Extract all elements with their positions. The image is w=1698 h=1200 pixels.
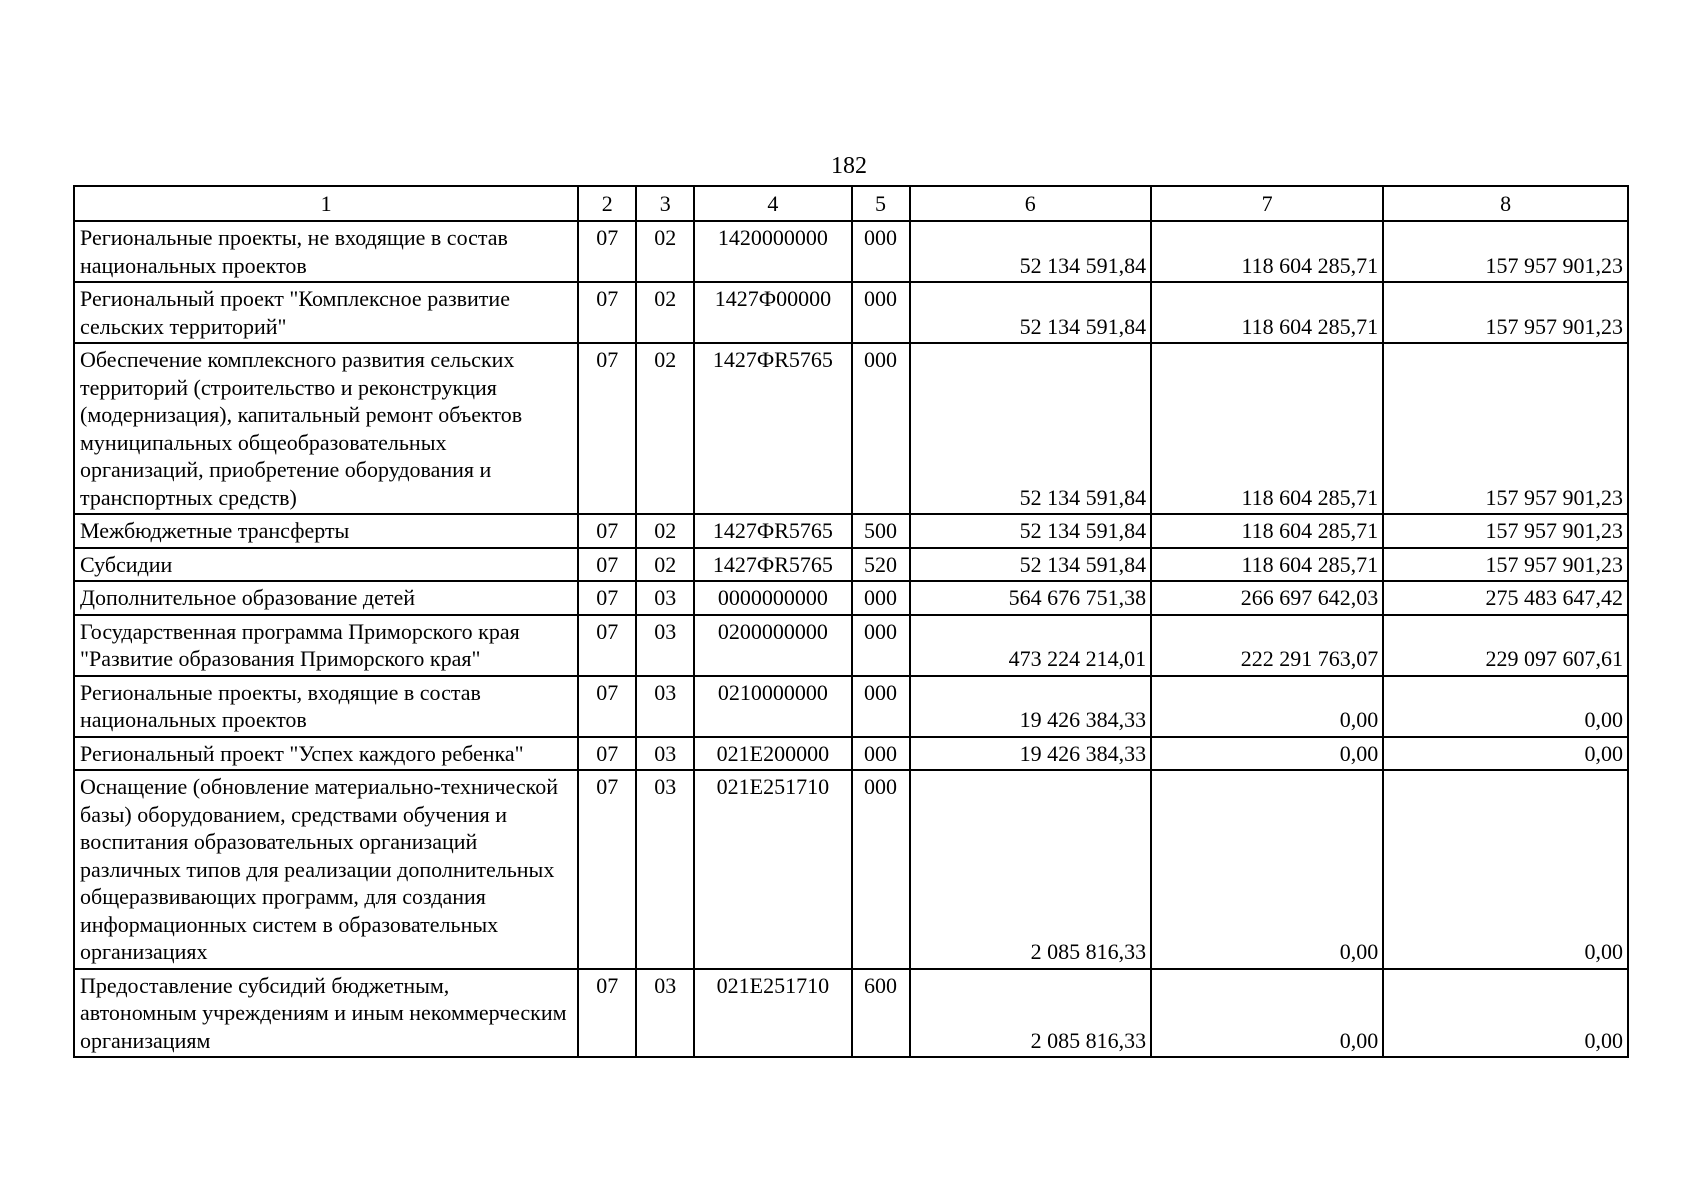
row-target-code: 021E200000 — [694, 737, 851, 771]
row-target-code: 1427ФR5765 — [694, 514, 851, 548]
row-amount-8: 157 957 901,23 — [1383, 343, 1628, 514]
table-row — [74, 548, 1628, 582]
row-amount-7: 0,00 — [1151, 969, 1383, 1058]
row-target-code: 021E251710 — [694, 770, 851, 969]
row-amount-7: 118 604 285,71 — [1151, 282, 1383, 343]
row-name: Региональный проект "Успех каждого ребенка" — [74, 737, 578, 771]
row-amount-6: 473 224 214,01 — [910, 615, 1152, 676]
row-section: 07 — [578, 282, 636, 343]
row-amount-7: 266 697 642,03 — [1151, 581, 1383, 615]
header-cell: 3 — [636, 186, 694, 221]
row-target-code: 1427ФR5765 — [694, 548, 851, 582]
table-row — [74, 221, 1628, 282]
row-amount-7: 118 604 285,71 — [1151, 343, 1383, 514]
row-subsection: 03 — [636, 969, 694, 1058]
row-expense-type: 000 — [852, 676, 910, 737]
row-subsection: 02 — [636, 343, 694, 514]
row-amount-7: 0,00 — [1151, 737, 1383, 771]
row-amount-6: 564 676 751,38 — [910, 581, 1152, 615]
row-name: Предоставление субсидий бюджетным, автономным учреждениям и иным некоммерческим организациям — [74, 969, 578, 1058]
row-section: 07 — [578, 676, 636, 737]
row-subsection: 03 — [636, 737, 694, 771]
row-expense-type: 000 — [852, 737, 910, 771]
table-row — [74, 282, 1628, 343]
row-target-code: 0200000000 — [694, 615, 851, 676]
row-section: 07 — [578, 969, 636, 1058]
header-cell: 5 — [852, 186, 910, 221]
header-cell: 6 — [910, 186, 1152, 221]
row-amount-7: 118 604 285,71 — [1151, 548, 1383, 582]
row-expense-type: 600 — [852, 969, 910, 1058]
row-section: 07 — [578, 343, 636, 514]
row-expense-type: 000 — [852, 615, 910, 676]
row-amount-6: 19 426 384,33 — [910, 676, 1152, 737]
header-cell: 1 — [74, 186, 578, 221]
table-row — [74, 676, 1628, 737]
row-subsection: 03 — [636, 770, 694, 969]
row-expense-type: 000 — [852, 221, 910, 282]
row-section: 07 — [578, 548, 636, 582]
row-amount-7: 0,00 — [1151, 676, 1383, 737]
header-cell: 2 — [578, 186, 636, 221]
row-amount-6: 52 134 591,84 — [910, 548, 1152, 582]
row-subsection: 02 — [636, 282, 694, 343]
row-name: Дополнительное образование детей — [74, 581, 578, 615]
row-amount-8: 275 483 647,42 — [1383, 581, 1628, 615]
row-target-code: 1420000000 — [694, 221, 851, 282]
table-row — [74, 969, 1628, 1058]
row-amount-6: 52 134 591,84 — [910, 221, 1152, 282]
budget-table — [73, 185, 1629, 1058]
row-amount-8: 0,00 — [1383, 737, 1628, 771]
row-section: 07 — [578, 581, 636, 615]
row-section: 07 — [578, 221, 636, 282]
row-expense-type: 520 — [852, 548, 910, 582]
row-amount-7: 222 291 763,07 — [1151, 615, 1383, 676]
row-amount-6: 2 085 816,33 — [910, 770, 1152, 969]
row-amount-6: 2 085 816,33 — [910, 969, 1152, 1058]
row-name: Межбюджетные трансферты — [74, 514, 578, 548]
row-amount-7: 0,00 — [1151, 770, 1383, 969]
row-target-code: 1427ФR5765 — [694, 343, 851, 514]
row-subsection: 03 — [636, 676, 694, 737]
row-amount-6: 19 426 384,33 — [910, 737, 1152, 771]
header-cell: 7 — [1151, 186, 1383, 221]
row-section: 07 — [578, 737, 636, 771]
row-amount-6: 52 134 591,84 — [910, 343, 1152, 514]
header-row — [74, 186, 1628, 221]
row-section: 07 — [578, 514, 636, 548]
row-name: Субсидии — [74, 548, 578, 582]
row-amount-8: 157 957 901,23 — [1383, 282, 1628, 343]
header-cell: 4 — [694, 186, 851, 221]
row-amount-8: 0,00 — [1383, 969, 1628, 1058]
table-row — [74, 737, 1628, 771]
row-section: 07 — [578, 770, 636, 969]
row-name: Оснащение (обновление материально-технической базы) оборудованием, средствами обучения и воспитания образовательных организаций различных типов для реализации дополнительных общеразвивающих программ, для создания информационных систем в образовательных организациях — [74, 770, 578, 969]
row-expense-type: 000 — [852, 343, 910, 514]
row-amount-6: 52 134 591,84 — [910, 282, 1152, 343]
row-subsection: 03 — [636, 581, 694, 615]
row-subsection: 02 — [636, 221, 694, 282]
row-amount-7: 118 604 285,71 — [1151, 514, 1383, 548]
row-name: Государственная программа Приморского края "Развитие образования Приморского края" — [74, 615, 578, 676]
row-expense-type: 000 — [852, 581, 910, 615]
header-cell: 8 — [1383, 186, 1628, 221]
table-row — [74, 615, 1628, 676]
row-expense-type: 000 — [852, 770, 910, 969]
row-amount-8: 0,00 — [1383, 770, 1628, 969]
table-row — [74, 581, 1628, 615]
row-name: Обеспечение комплексного развития сельских территорий (строительство и реконструкция (модернизация), капитальный ремонт объектов муниципальных общеобразовательных организаций, приобретение оборудования и транспортных средств) — [74, 343, 578, 514]
row-subsection: 03 — [636, 615, 694, 676]
row-target-code: 0210000000 — [694, 676, 851, 737]
table-row — [74, 770, 1628, 969]
table-row — [74, 343, 1628, 514]
page-number: 182 — [831, 153, 867, 179]
row-subsection: 02 — [636, 548, 694, 582]
row-name: Региональные проекты, не входящие в состав национальных проектов — [74, 221, 578, 282]
row-name: Региональный проект "Комплексное развитие сельских территорий" — [74, 282, 578, 343]
table-row — [74, 514, 1628, 548]
row-name: Региональные проекты, входящие в состав национальных проектов — [74, 676, 578, 737]
row-target-code: 1427Ф00000 — [694, 282, 851, 343]
row-expense-type: 000 — [852, 282, 910, 343]
row-amount-6: 52 134 591,84 — [910, 514, 1152, 548]
row-amount-8: 157 957 901,23 — [1383, 514, 1628, 548]
row-amount-7: 118 604 285,71 — [1151, 221, 1383, 282]
row-subsection: 02 — [636, 514, 694, 548]
row-amount-8: 157 957 901,23 — [1383, 548, 1628, 582]
row-target-code: 021E251710 — [694, 969, 851, 1058]
row-section: 07 — [578, 615, 636, 676]
row-amount-8: 0,00 — [1383, 676, 1628, 737]
row-target-code: 0000000000 — [694, 581, 851, 615]
row-amount-8: 229 097 607,61 — [1383, 615, 1628, 676]
row-amount-8: 157 957 901,23 — [1383, 221, 1628, 282]
row-expense-type: 500 — [852, 514, 910, 548]
